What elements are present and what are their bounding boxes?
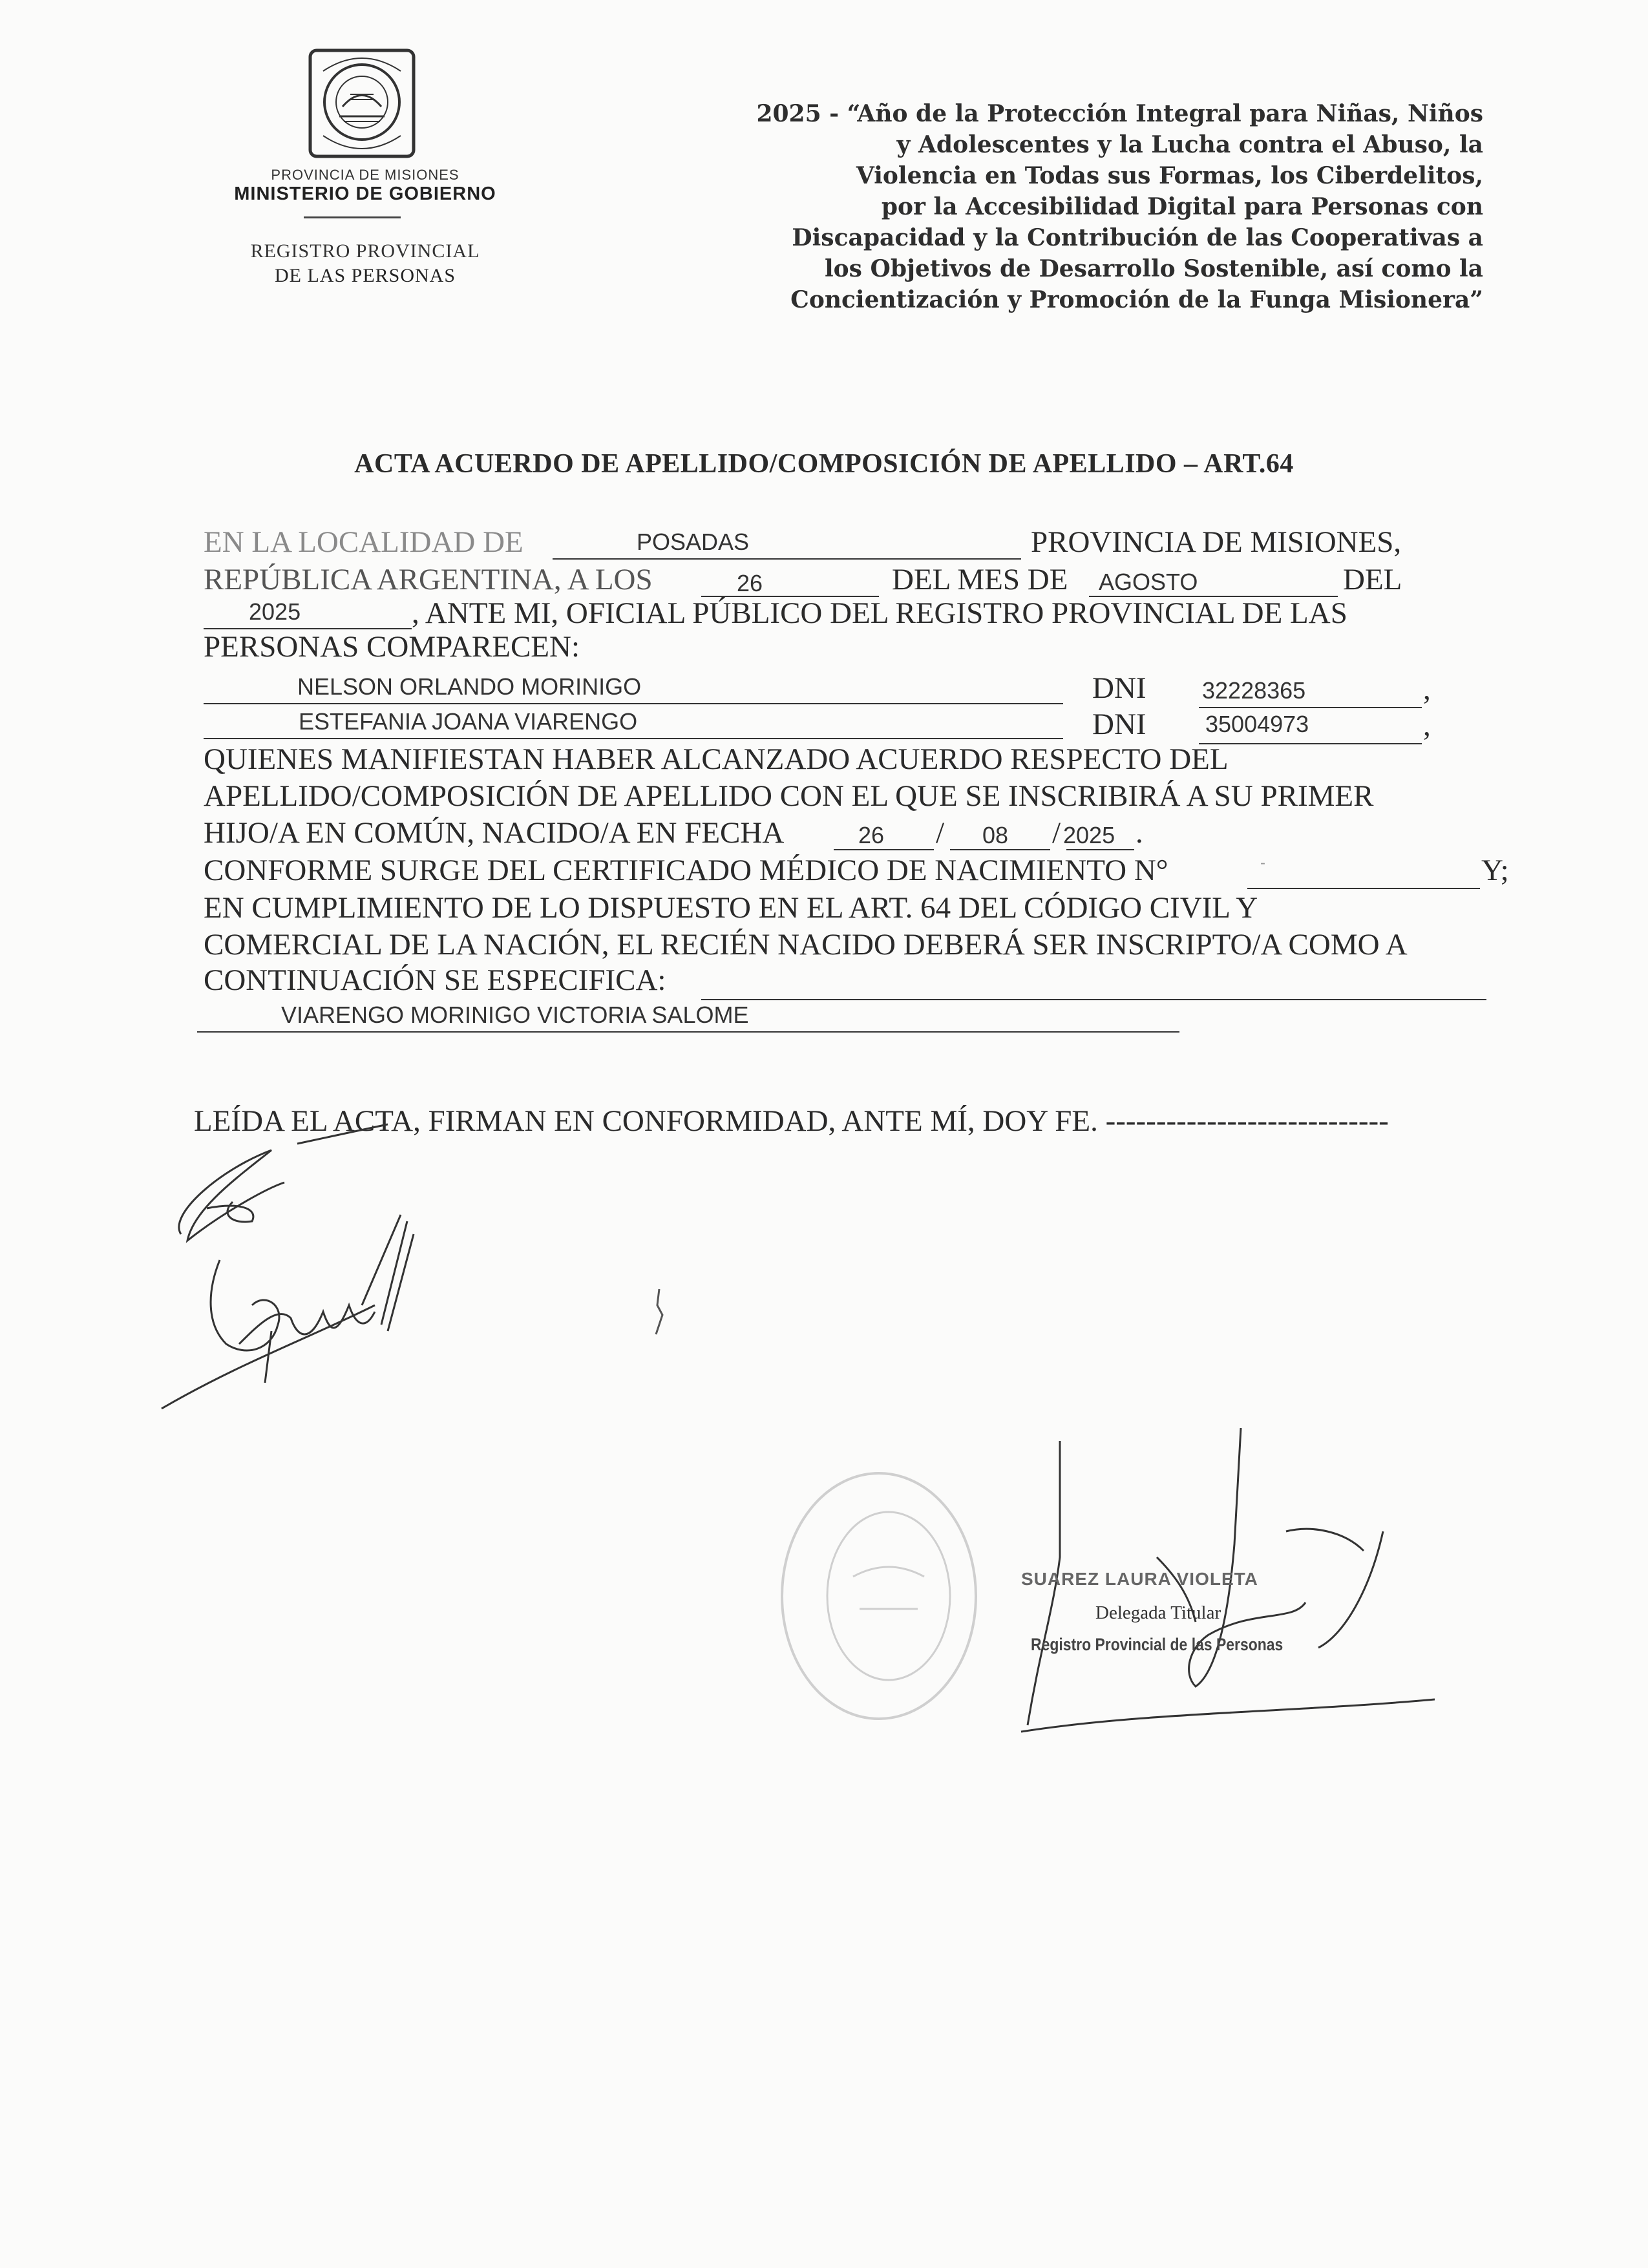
comma-2: ,: [1423, 709, 1431, 742]
document-title: ACTA ACUERDO DE APELLIDO/COMPOSICIÓN DE APELLIDO – ART.64: [354, 449, 1294, 479]
text-month-label: DEL MES DE: [892, 563, 1068, 596]
text-certificate: CONFORME SURGE DEL CERTIFICADO MÉDICO DE NACIMIENTO N°: [204, 854, 1168, 887]
official-round-stamp: [769, 1460, 989, 1732]
text-locality-intro: EN LA LOCALIDAD DE: [204, 525, 523, 559]
text-surname-composition: APELLIDO/COMPOSICIÓN DE APELLIDO CON EL QUE SE INSCRIBIRÁ A SU PRIMER: [204, 779, 1374, 813]
text-del: DEL: [1343, 563, 1402, 596]
value-birth-year: 2025: [1063, 822, 1115, 848]
registry-label-line2: DE LAS PERSONAS: [274, 265, 456, 286]
fill-line-birth-month: [950, 849, 1050, 850]
fill-line-person2: [204, 738, 1063, 739]
fill-line-locality: [553, 558, 1021, 560]
label-dni-2: DNI: [1092, 708, 1146, 741]
label-dni-1: DNI: [1092, 671, 1146, 705]
text-agreement: QUIENES MANIFIESTAN HABER ALCANZADO ACUERDO RESPECTO DEL: [204, 742, 1229, 776]
text-commercial-code: COMERCIAL DE LA NACIÓN, EL RECIÉN NACIDO DEBERÁ SER INSCRIPTO/A COMO A: [204, 928, 1408, 961]
value-birth-day: 26: [858, 822, 885, 848]
text-specified: CONTINUACIÓN SE ESPECIFICA:: [204, 963, 666, 997]
year-motto: 2025 - “Año de la Protección Integral para Niñas, Niños y Adolescentes y la Lucha contra el Abuso, la Violencia en Todas sus Formas, los Ciberdelitos, por la Accesibilidad Digital para Personas con Discapacidad y la Contribución de las Cooperativas a los Objetivos de Desarrollo Sostenible, así como la Concientización y Promoción de la Funga Misionera”: [756, 100, 1483, 313]
value-person2-dni: 35004973: [1205, 711, 1309, 737]
value-certificate-number: -: [1260, 854, 1265, 872]
value-day: 26: [737, 570, 763, 596]
text-province: PROVINCIA DE MISIONES,: [1031, 525, 1402, 559]
fill-line-dni1: [1199, 707, 1422, 708]
date-period: .: [1136, 816, 1143, 850]
text-child-born: HIJO/A EN COMÚN, NACIDO/A EN FECHA: [204, 816, 785, 850]
fill-line-dni2: [1199, 743, 1422, 744]
value-year: 2025: [249, 598, 301, 625]
text-official-intro: , ANTE MI, OFICIAL PÚBLICO DEL REGISTRO PROVINCIAL DE LAS: [412, 596, 1347, 630]
ink-mark: [650, 1286, 669, 1338]
value-person1-name: NELSON ORLANDO MORINIGO: [297, 673, 642, 700]
parents-signatures: [142, 1111, 452, 1422]
province-seal: [304, 45, 420, 162]
province-label: PROVINCIA DE MISIONES: [271, 167, 460, 183]
value-locality: POSADAS: [637, 529, 750, 555]
fill-line-birth-year: [1066, 849, 1134, 850]
fill-line-person1: [204, 703, 1063, 704]
fill-line-certificate: [1247, 888, 1480, 889]
ministry-label: MINISTERIO DE GOBIERNO: [234, 184, 496, 204]
date-slash-2: /: [1052, 816, 1061, 850]
comma-1: ,: [1423, 673, 1431, 706]
official-role: Delegada Titular: [1095, 1602, 1221, 1623]
value-person1-dni: 32228365: [1202, 677, 1306, 704]
value-person2-name: ESTEFANIA JOANA VIARENGO: [299, 708, 638, 735]
text-republic: REPÚBLICA ARGENTINA, A LOS: [204, 563, 653, 596]
date-slash-1: /: [936, 816, 945, 850]
value-child-name: VIARENGO MORINIGO VICTORIA SALOME: [281, 1002, 749, 1028]
value-month: AGOSTO: [1099, 569, 1198, 595]
registry-label-line1: REGISTRO PROVINCIAL: [250, 240, 480, 262]
fill-line-birth-day: [834, 849, 934, 850]
official-signature: [982, 1428, 1435, 1764]
fill-line-specified: [701, 999, 1486, 1000]
fill-line-child-name: [197, 1031, 1179, 1033]
official-registry: Registro Provincial de las Personas: [1031, 1635, 1284, 1654]
text-closing: LEÍDA EL ACTA, FIRMAN EN CONFORMIDAD, ANTE MÍ, DOY FE. ----------------------------: [194, 1104, 1389, 1138]
text-compliance: EN CUMPLIMIENTO DE LO DISPUESTO EN EL ART. 64 DEL CÓDIGO CIVIL Y: [204, 891, 1258, 925]
text-appear: PERSONAS COMPARECEN:: [204, 630, 580, 664]
value-birth-month: 08: [982, 822, 1009, 848]
header-divider: [304, 216, 401, 218]
text-y: Y;: [1481, 854, 1509, 887]
official-name: SUAREZ LAURA VIOLETA: [1021, 1569, 1258, 1589]
